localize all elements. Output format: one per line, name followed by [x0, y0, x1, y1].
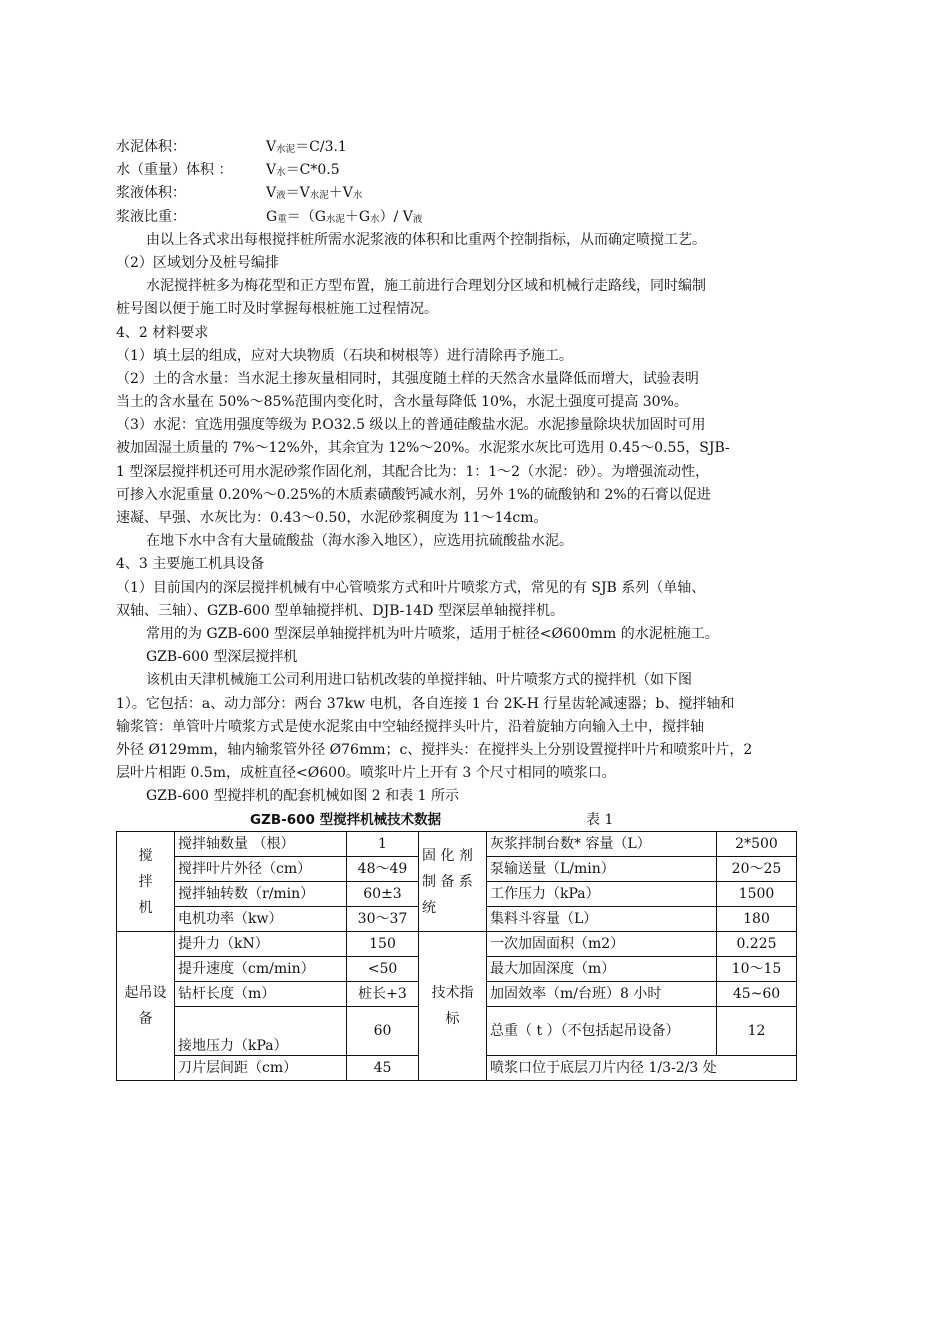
table-cell: 180: [717, 907, 797, 932]
table-cell: 150: [347, 932, 419, 957]
formula-expression: V水泥＝C/3.1: [266, 139, 347, 155]
paragraph: GZB-600 型搅拌机的配套机械如图 2 和表 1 所示: [146, 788, 459, 805]
table-cell: 1500: [717, 882, 797, 907]
table-cell: 48～49: [347, 857, 419, 882]
paragraph: GZB-600 型深层搅拌机: [146, 649, 298, 666]
table-cell: 搅拌叶片外径（cm）: [175, 857, 347, 882]
paragraph: 被加固湿土质量的 7%～12%外，其余宜为 12%～20%。水泥浆水灰比可选用 0.45～0.55，SJB-: [116, 440, 730, 457]
table-cell: 最大加固深度（m）: [487, 957, 717, 982]
table-cell: 泵输送量（L/min）: [487, 857, 717, 882]
table-cell: 30～37: [347, 907, 419, 932]
paragraph: 输浆管：单管叶片喷浆方式是使水泥浆由中空轴经搅拌头叶片，沿着旋轴方向输入土中，搅拌轴: [116, 718, 704, 735]
formula-line: [116, 206, 836, 229]
table-cell: 灰浆拌制台数* 容量（L）: [487, 832, 717, 857]
table-cell: 12: [717, 1007, 797, 1056]
table-cell: 搅拌轴转数（r/min）: [175, 882, 347, 907]
section-heading: 4、2 材料要求: [116, 324, 209, 341]
formula-label: 浆液比重：: [116, 208, 186, 225]
table-cell: 2*500: [717, 832, 797, 857]
paragraph: 层叶片相距 0.5m，成桩直径<Ø600。喷浆叶片上开有 3 个尺寸相同的喷浆口。: [116, 765, 616, 782]
group-cell: 技术指 标: [419, 932, 487, 1081]
formula-expression: V水＝C*0.5: [266, 162, 340, 179]
table-cell: 刀片层间距（cm）: [175, 1056, 347, 1081]
paragraph: 在地下水中含有大量硫酸盐（海水渗入地区），应选用抗硫酸盐水泥。: [146, 533, 573, 550]
paragraph: 该机由天津机械施工公司利用进口钻机改装的单搅拌轴、叶片喷浆方式的搅拌机（如下图: [146, 672, 692, 689]
paragraph: （2）土的含水量：当水泥土掺灰量相同时，其强度随土样的天然含水量降低而增大，试验表明: [116, 370, 699, 387]
table-cell: 1: [347, 832, 419, 857]
paragraph: （3）水泥：宜选用强度等级为 P.O32.5 级以上的普通硅酸盐水泥。水泥掺量除块状加固时可用: [116, 417, 706, 434]
table-cell: 提升力（kN）: [175, 932, 347, 957]
table-cell: 20～25: [717, 857, 797, 882]
table-cell: 60±3: [347, 882, 419, 907]
group-cell: 起吊设 备: [117, 932, 175, 1081]
group-cell: 搅 拌 机: [117, 832, 175, 932]
table-cell: 接地压力（kPa）: [175, 1007, 347, 1056]
table-cell: 45~60: [717, 982, 797, 1007]
paragraph: 由以上各式求出每根搅拌桩所需水泥浆液的体积和比重两个控制指标，从而确定喷搅工艺。: [146, 231, 706, 248]
paragraph: 桩号图以便于施工时及时掌握每根桩施工过程情况。: [116, 301, 438, 318]
paragraph: 外径 Ø129mm，轴内输浆管外径 Ø76mm；c、搅拌头：在搅拌头上分别设置搅拌叶片和喷浆叶片，2: [116, 741, 753, 758]
paragraph: 当土的含水量在 50%～85%范围内变化时，含水量每降低 10%，水泥土强度可提高 30%。: [116, 394, 688, 411]
section-heading: （2）区域划分及桩号编排: [116, 254, 279, 271]
table-row: [117, 832, 797, 857]
table-cell: 45: [347, 1056, 419, 1081]
table-cell: 加固效率（m/台班）8 小时: [487, 982, 717, 1007]
formula-line: [116, 159, 836, 182]
table-cell: 总重（ t ）（不包括起吊设备）: [487, 1007, 717, 1056]
formula-expression: G重＝（G水泥＋G水）/ V液: [266, 208, 423, 225]
table-cell: 一次加固面积（m2）: [487, 932, 717, 957]
formula-label: 水（重量）体积 ：: [116, 162, 233, 179]
table-cell: 钻杆长度（m）: [175, 982, 347, 1007]
table-cell: 集料斗容量（L）: [487, 907, 717, 932]
group-cell: 固 化 剂 制 备 系 统: [419, 832, 487, 932]
paragraph: 可掺入水泥重量 0.20%～0.25%的木质素磺酸钙减水剂，另外 1%的硫酸钠和 2%的石膏以促进: [116, 486, 711, 503]
table-cell: 工作压力（kPa）: [487, 882, 717, 907]
document-page: [116, 136, 836, 1081]
table-row: [117, 932, 797, 957]
table-caption: [116, 809, 836, 831]
paragraph: 速凝、早强、水灰比为：0.43～0.50，水泥砂浆稠度为 11～14cm。: [116, 510, 548, 526]
table-cell: 提升速度（cm/min）: [175, 957, 347, 982]
table-cell: 60: [347, 1007, 419, 1056]
table-cell: 10～15: [717, 957, 797, 982]
spec-table: [116, 831, 797, 1081]
paragraph: 常用的为 GZB-600 型深层单轴搅拌机为叶片喷浆，适用于桩径<Ø600mm 的水泥桩施工。: [146, 625, 719, 642]
table-title: GZB-600 型搅拌机械技术数据: [250, 812, 442, 829]
table-cell: 搅拌轴数量 （根）: [175, 832, 347, 857]
section-heading: 4、3 主要施工机具设备: [116, 556, 265, 573]
table-cell: 电机功率（kw）: [175, 907, 347, 932]
table-label: 表 1: [586, 812, 614, 829]
table-cell: 喷浆口位于底层刀片内径 1/3-2/3 处: [487, 1056, 797, 1081]
paragraph: 水泥搅拌桩多为梅花型和正方型布置，施工前进行合理划分区域和机械行走路线，同时编制: [146, 278, 706, 295]
formula-expression: V液＝V水泥＋V水: [266, 185, 363, 202]
paragraph: 1 型深层搅拌机还可用水泥砂浆作固化剂，其配合比为：1：1～2（水泥：砂）。为增强流动性，: [116, 463, 710, 480]
paragraph: 1）。它包括：a、动力部分：两台 37kw 电机，各自连接 1 台 2K-H 行星齿轮减速器；b、搅拌轴和: [116, 695, 735, 712]
formula-label: 浆液体积：: [116, 185, 186, 202]
table-cell: <50: [347, 957, 419, 982]
paragraph: 双轴、三轴）、GZB-600 型单轴搅拌机、DJB-14D 型深层单轴搅拌机。: [116, 602, 564, 619]
table-cell: 0.225: [717, 932, 797, 957]
formula-line: [116, 136, 836, 159]
paragraph: （1）填土层的组成，应对大块物质（石块和树根等）进行清除再予施工。: [116, 347, 573, 364]
table-cell: 桩长+3: [347, 982, 419, 1007]
formula-label: 水泥体积：: [116, 139, 186, 155]
formula-line: [116, 182, 836, 205]
paragraph: （1）目前国内的深层搅拌机械有中心管喷浆方式和叶片喷浆方式，常见的有 SJB 系列（单轴、: [116, 579, 706, 596]
